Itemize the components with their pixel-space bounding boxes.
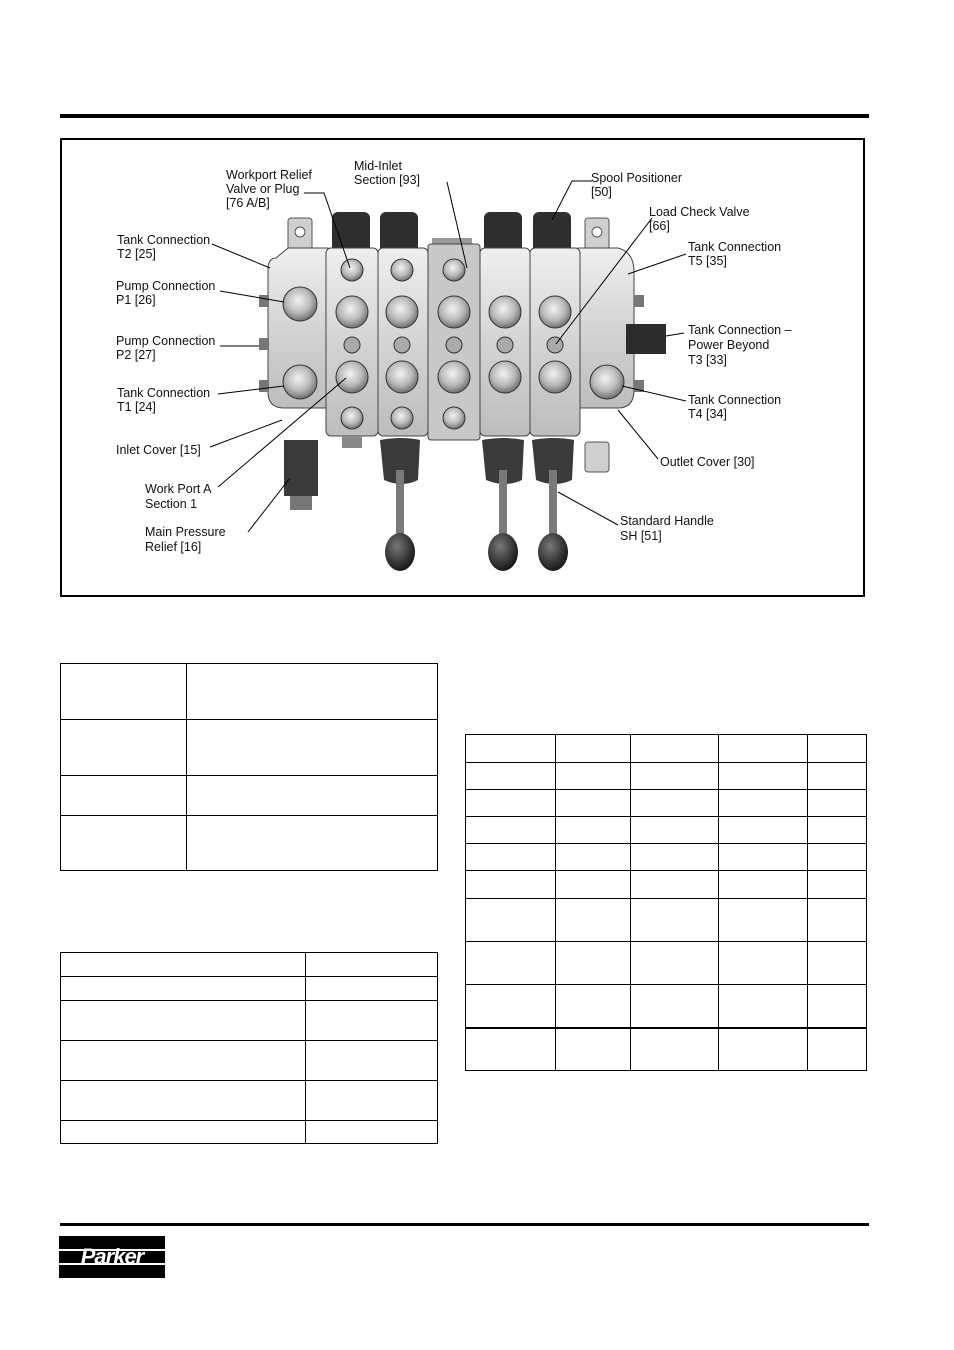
callout-text: P2 [27] bbox=[116, 348, 156, 362]
table-cell bbox=[556, 942, 631, 985]
callout-text: Workport Relief bbox=[226, 168, 312, 182]
callout-text: T2 [25] bbox=[117, 247, 156, 261]
table-cell bbox=[556, 844, 631, 871]
callout-pump-p1 bbox=[116, 279, 215, 307]
table-cell bbox=[466, 790, 556, 817]
table-cell bbox=[631, 942, 719, 985]
callout-text: Load Check Valve bbox=[649, 205, 750, 219]
callout-text: Tank Connection bbox=[688, 393, 782, 407]
callout-text: Power Beyond bbox=[688, 338, 770, 352]
table-row bbox=[61, 664, 438, 720]
main-pressure-relief bbox=[284, 440, 318, 510]
table-cell bbox=[466, 871, 556, 899]
table-cell bbox=[61, 977, 306, 1001]
callout-inlet-cover bbox=[116, 443, 201, 457]
header-rule bbox=[60, 114, 869, 118]
table-cell bbox=[61, 1041, 306, 1081]
table-cell bbox=[719, 735, 808, 763]
table-cell bbox=[556, 985, 631, 1028]
table-cell bbox=[631, 899, 719, 942]
table-row bbox=[466, 817, 867, 844]
table-cell bbox=[719, 763, 808, 790]
table-cell bbox=[61, 816, 187, 871]
table-cell bbox=[808, 871, 867, 899]
table-cell bbox=[61, 720, 187, 776]
table-cell bbox=[719, 871, 808, 899]
table-cell bbox=[306, 1121, 438, 1144]
table-cell bbox=[719, 942, 808, 985]
table-row bbox=[61, 977, 438, 1001]
callout-text: P1 [26] bbox=[116, 293, 156, 307]
table-row bbox=[466, 763, 867, 790]
table-cell bbox=[466, 942, 556, 985]
callout-mid-inlet bbox=[354, 159, 420, 187]
table-cell bbox=[187, 816, 438, 871]
table-cell bbox=[808, 844, 867, 871]
callout-text: SH [51] bbox=[620, 529, 662, 543]
callout-text: Tank Connection – bbox=[688, 323, 792, 337]
callout-tank-t4 bbox=[688, 393, 781, 421]
table-cell bbox=[556, 1028, 631, 1071]
callout-text: Work Port A bbox=[145, 482, 212, 496]
table-row bbox=[61, 1001, 438, 1041]
table-cell bbox=[466, 763, 556, 790]
table-cell bbox=[631, 790, 719, 817]
table-cell bbox=[187, 664, 438, 720]
table-cell bbox=[719, 817, 808, 844]
callout-text: Standard Handle bbox=[620, 514, 714, 528]
callout-text: [76 A/B] bbox=[226, 196, 270, 210]
table-cell bbox=[808, 735, 867, 763]
table-cell bbox=[187, 720, 438, 776]
table-cell bbox=[719, 844, 808, 871]
callout-text: Pump Connection bbox=[116, 279, 216, 293]
table-cell bbox=[556, 735, 631, 763]
callout-text: T1 [24] bbox=[117, 400, 156, 414]
callout-workport-relief bbox=[226, 168, 312, 210]
table-cell bbox=[187, 776, 438, 816]
table-row bbox=[466, 942, 867, 985]
callout-load-check bbox=[649, 205, 750, 233]
table-cell bbox=[556, 790, 631, 817]
table-cell bbox=[306, 1001, 438, 1041]
table-cell bbox=[466, 899, 556, 942]
table-cell bbox=[808, 1028, 867, 1071]
callout-text: Mid-Inlet bbox=[354, 159, 402, 173]
table-cell bbox=[719, 1028, 808, 1071]
table-cell bbox=[719, 790, 808, 817]
parker-logo bbox=[59, 1236, 165, 1278]
table-cell bbox=[556, 899, 631, 942]
table-cell bbox=[466, 1028, 556, 1071]
table-cell bbox=[631, 763, 719, 790]
callout-text: Inlet Cover [15] bbox=[116, 443, 201, 457]
callout-text: Tank Connection bbox=[117, 386, 211, 400]
spec-table-3 bbox=[465, 734, 867, 1071]
callout-text: Pump Connection bbox=[116, 334, 216, 348]
table-row bbox=[61, 1081, 438, 1121]
table-cell bbox=[808, 790, 867, 817]
table-cell bbox=[631, 735, 719, 763]
table-row bbox=[466, 1028, 867, 1071]
table-row bbox=[466, 790, 867, 817]
callout-work-port-a bbox=[145, 482, 212, 511]
callout-tank-t3 bbox=[688, 323, 792, 367]
table-cell bbox=[556, 871, 631, 899]
callout-text: Main Pressure bbox=[145, 525, 226, 539]
table-row bbox=[61, 953, 438, 977]
table-cell bbox=[556, 763, 631, 790]
table-row bbox=[61, 776, 438, 816]
valve-illustration bbox=[62, 140, 863, 595]
callout-outlet-cover bbox=[660, 455, 755, 469]
table-cell bbox=[631, 1028, 719, 1071]
table-row bbox=[466, 985, 867, 1028]
table-cell bbox=[719, 985, 808, 1028]
table-cell bbox=[61, 664, 187, 720]
table-row bbox=[61, 816, 438, 871]
table-row bbox=[466, 844, 867, 871]
table-cell bbox=[61, 1001, 306, 1041]
table-cell bbox=[808, 942, 867, 985]
callout-text: T4 [34] bbox=[688, 407, 727, 421]
table-cell bbox=[631, 871, 719, 899]
callout-text: Relief [16] bbox=[145, 540, 202, 554]
handles bbox=[380, 438, 574, 571]
callout-tank-t1 bbox=[117, 386, 210, 414]
table-cell bbox=[719, 899, 808, 942]
table-cell bbox=[631, 844, 719, 871]
valve-figure bbox=[60, 138, 865, 597]
table-cell bbox=[808, 899, 867, 942]
table-cell bbox=[466, 985, 556, 1028]
table-cell bbox=[61, 776, 187, 816]
callout-text: [50] bbox=[591, 185, 612, 199]
table-cell bbox=[61, 953, 306, 977]
callout-pump-p2 bbox=[116, 334, 215, 362]
table-row bbox=[466, 899, 867, 942]
callout-standard-handle bbox=[620, 514, 714, 543]
callout-text: Spool Positioner bbox=[591, 171, 683, 185]
table-row bbox=[466, 735, 867, 763]
table-cell bbox=[306, 953, 438, 977]
callout-text: Outlet Cover [30] bbox=[660, 455, 755, 469]
table-cell bbox=[306, 1041, 438, 1081]
table-row bbox=[466, 871, 867, 899]
table-cell bbox=[466, 735, 556, 763]
table-cell bbox=[556, 817, 631, 844]
table-row bbox=[61, 720, 438, 776]
callout-text: [66] bbox=[649, 219, 670, 233]
table-cell bbox=[306, 977, 438, 1001]
clevis bbox=[342, 436, 362, 448]
callout-text: Tank Connection bbox=[688, 240, 782, 254]
callout-text: Section [93] bbox=[354, 173, 421, 187]
callout-tank-t5 bbox=[688, 240, 781, 268]
table-cell bbox=[808, 763, 867, 790]
table-cell bbox=[808, 985, 867, 1028]
logo-text: Parker bbox=[80, 1244, 144, 1269]
callout-tank-t2 bbox=[117, 233, 210, 261]
table-cell bbox=[61, 1121, 306, 1144]
callout-spool-positioner bbox=[591, 171, 682, 199]
callout-text: Tank Connection bbox=[117, 233, 211, 247]
table-cell bbox=[808, 817, 867, 844]
spec-table-2 bbox=[60, 952, 438, 1144]
spec-table-1 bbox=[60, 663, 438, 871]
footer-rule bbox=[60, 1223, 869, 1226]
callout-text: T5 [35] bbox=[688, 254, 727, 268]
callout-text: Section 1 bbox=[145, 497, 198, 511]
table-cell bbox=[631, 817, 719, 844]
table-cell bbox=[61, 1081, 306, 1121]
table-cell bbox=[466, 844, 556, 871]
table-cell bbox=[306, 1081, 438, 1121]
table-cell bbox=[466, 817, 556, 844]
table-row bbox=[61, 1041, 438, 1081]
callout-text: T3 [33] bbox=[688, 353, 727, 367]
table-row bbox=[61, 1121, 438, 1144]
table-cell bbox=[631, 985, 719, 1028]
callout-text: Valve or Plug bbox=[226, 182, 300, 196]
callout-main-pressure-relief bbox=[145, 525, 226, 554]
